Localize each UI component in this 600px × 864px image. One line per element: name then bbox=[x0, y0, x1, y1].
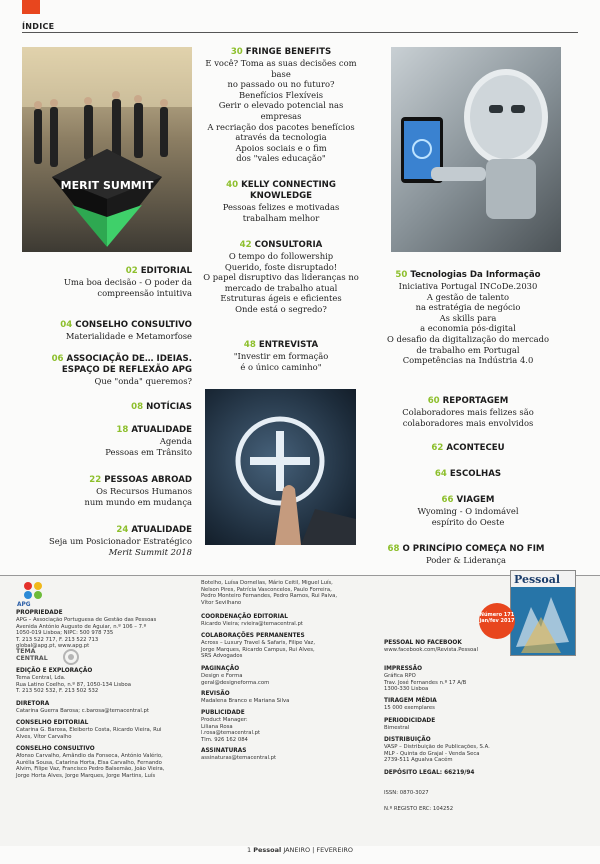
block-paginacao: PAGINAÇÃO Design e Forma geral@designeforma.com bbox=[201, 666, 270, 686]
magazine-cover bbox=[510, 570, 576, 656]
block-conselho-consultivo: CONSELHO CONSULTIVO Afonso Carvalho, Amândio da Fonseca, António Valério, Aurélia Sousa, Catarina Horta, Elsa Carvalho, Fernando Alvim, Filipe Vaz, Francisco Pedro Balsemão, João Vieira, Jorge Horta Alves, Jorge Marques, Jorge Martins, Luís bbox=[16, 746, 165, 779]
section-42: 42 CONSULTORIA O tempo do followership Querido, foste disruptado! O papel disruptivo das lideranças no mercado de trabalho atual Estruturas ágeis e eficientes Onde está o segredo? bbox=[203, 240, 359, 314]
section-66: 66 VIAGEM Wyoming - O indomável espírito do Oeste bbox=[417, 495, 519, 527]
section-24: 24 ATUALIDADE Seja um Posicionador Estratégico Merit Summit 2018 bbox=[49, 525, 192, 557]
tema-central-logo: TEMA CENTRAL bbox=[16, 648, 126, 666]
section-04: 04 CONSELHO CONSULTIVO Materialidade e Metamorfose bbox=[60, 320, 192, 341]
block-propriedade: PROPRIEDADE APG – Associação Portuguesa de Gestão das Pessoas Avenida António Augusto de Aguiar, n.º 106 – 7.º 1050-019 Lisboa; NIPC: 500 978 735 T. 213 522 717, F. 213 522 713 global@apg.pt, www.apg.pt bbox=[16, 610, 157, 650]
merit-summit-sign: MERIT SUMMIT bbox=[60, 179, 154, 192]
block-facebook: PESSOAL NO FACEBOOK www.facebook.com/Revista.Pessoal bbox=[384, 640, 478, 653]
section-02: 02 EDITORIAL Uma boa decisão - O poder da compreensão intuitiva bbox=[63, 266, 192, 298]
block-edicao: EDIÇÃO E EXPLORAÇÃO Tema Central, Lda. Rua Latino Coelho, n.º 87, 1050-134 Lisboa T. 213 502 532, F. 213 502 532 bbox=[16, 668, 131, 695]
block-periodicidade: PERIODICIDADE Bimestral bbox=[384, 718, 436, 731]
block-distribuicao: DISTRIBUIÇÃO VASP – Distribuição de Publicações, S.A. MLP - Quinta do Grajal - Venda Seca 2739-511 Agualva Cacém bbox=[384, 737, 490, 764]
section-40: 40 KELLY CONNECTING KNOWLEDGE Pessoas felizes e motivadas trabalham melhor bbox=[222, 180, 340, 223]
deposito-legal: DEPÓSITO LEGAL: 66219/94 bbox=[384, 770, 475, 776]
block-colaboracoes: COLABORAÇÕES PERMANENTES Across – Luxury Travel & Safaris, Filipe Vaz, Jorge Marques, Ricardo Campus, Rui Alves, SRS Advogados bbox=[201, 633, 316, 660]
registo-erc: N.º REGISTO ERC: 104252 bbox=[384, 806, 454, 812]
section-60: 60 REPORTAGEM Colaboradores mais felizes são colaboradores mais envolvidos bbox=[402, 396, 534, 428]
section-48: 48 ENTREVISTA "Investir em formação é o único caminho" bbox=[233, 340, 329, 372]
section-62: 62 ACONTECEU bbox=[431, 443, 505, 453]
block-conselho-continued: Botelho, Luísa Dornellas, Mário Ceitil, Miguel Luís, Nelson Pires, Patrícia Vasconcelos, Paulo Forreira, Pedro Monteiro Fernandes, Pedro Ramos, Rui Paiva, Vítor Sevilhano bbox=[201, 580, 338, 606]
apg-logo-text: APG bbox=[17, 602, 31, 608]
page-title: ÍNDICE bbox=[22, 22, 55, 31]
section-tab bbox=[22, 0, 40, 14]
section-30: 30 FRINGE BENEFITS E você? Toma as suas decisões com base no passado ou no futuro? Benefícios Flexíveis Gerir o elevado potencial nas empresas A recriação dos pacotes benefícios através da tecnologia Apoios sociais e o fim dos "vales educação" bbox=[205, 47, 357, 164]
magazine-name: Pessoal bbox=[514, 573, 561, 586]
block-impressao: IMPRESSÃO Gráfica RPO Trav. José Fernandes n.º 17 A/B 1300-330 Lisboa bbox=[384, 666, 467, 693]
block-coordenacao: COORDENAÇÃO EDITORIAL Ricardo Vieira; rvieira@temacentral.pt bbox=[201, 614, 303, 627]
block-publicidade: PUBLICIDADE Product Manager: Liliana Rosa l.rosa@temacentral.pt Tlm. 926 162 084 bbox=[201, 710, 261, 743]
header-divider bbox=[22, 32, 578, 33]
section-06: 06 ASSOCIAÇÃO DE… IDEIAS. ESPAÇO DE REFLEXÃO APG Que "onda" queremos? bbox=[51, 354, 192, 386]
block-revisao: REVISÃO Madalena Branco e Mariana Silva bbox=[201, 691, 290, 704]
section-22: 22 PESSOAS ABROAD Os Recursos Humanos num mundo em mudança bbox=[84, 475, 192, 507]
section-64: 64 ESCOLHAS bbox=[434, 469, 502, 479]
masthead bbox=[0, 573, 600, 846]
magazine-badge: Número 171 jan/fev 2017 bbox=[479, 603, 515, 639]
issn: ISSN: 0870-3027 bbox=[384, 790, 429, 796]
apg-logo bbox=[22, 580, 44, 602]
section-18: 18 ATUALIDADE Agenda Pessoas em Trânsito bbox=[105, 425, 192, 457]
block-diretora: DIRETORA Catarina Guerra Barosa; c.barosa@temacentral.pt bbox=[16, 701, 149, 714]
block-assinaturas: ASSINATURAS assinaturas@temacentral.pt bbox=[201, 748, 277, 761]
robot-photo bbox=[391, 47, 561, 252]
section-68: 68 O PRINCÍPIO COMEÇA NO FIM Poder & Liderança bbox=[387, 544, 545, 565]
page-footer: 1 Pessoal JANEIRO | FEVEREIRO bbox=[247, 846, 353, 854]
section-50: 50 Tecnologias Da Informação Iniciativa Portugal INCoDe.2030 A gestão de talento na estratégia de negócio As skills para a economia pós-digital O desafio da digitalização do mercado de trabalho em Portugal Competências na Indústria 4.0 bbox=[386, 270, 550, 366]
block-tiragem: TIRAGEM MÉDIA 15 000 exemplares bbox=[384, 698, 437, 711]
touch-screen-photo bbox=[205, 389, 356, 545]
merit-summit-photo bbox=[22, 47, 192, 252]
section-08: 08 NOTÍCIAS bbox=[131, 402, 192, 412]
block-conselho-editorial: CONSELHO EDITORIAL Catarina G. Barosa, Eleiberto Costa, Ricardo Vieira, Rui Alves, Vítor Carvalho bbox=[16, 720, 162, 740]
